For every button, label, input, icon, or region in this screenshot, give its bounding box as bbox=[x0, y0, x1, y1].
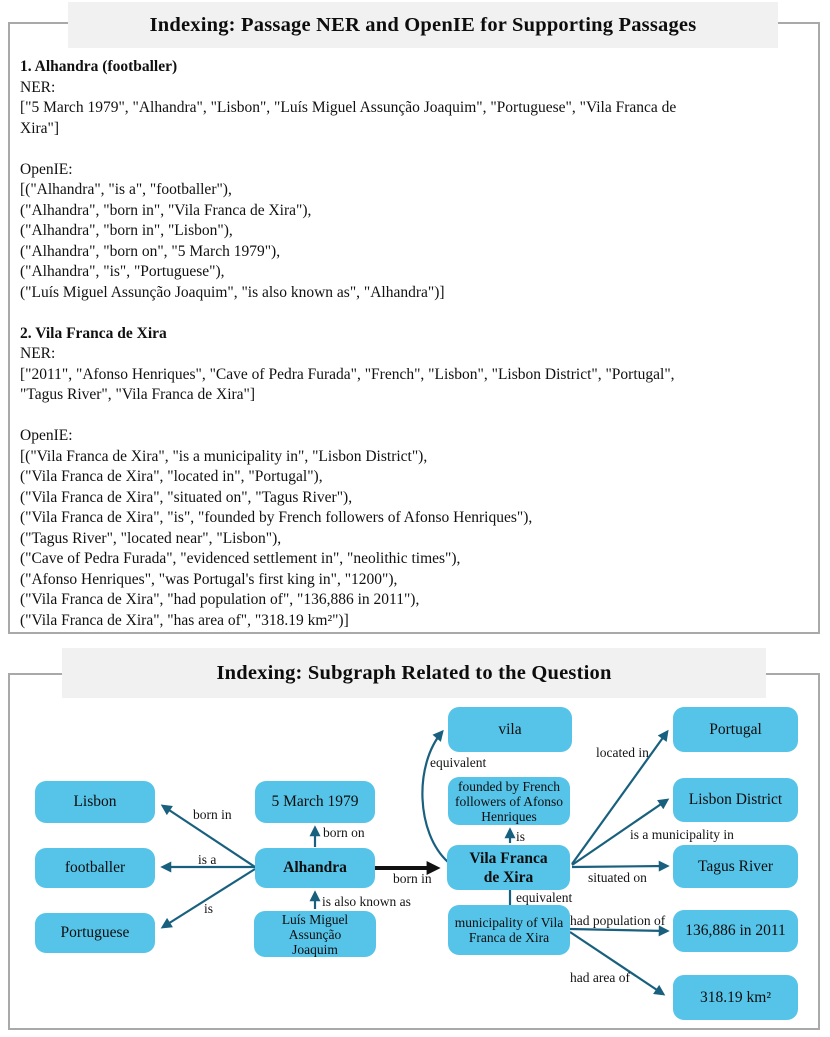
edge-label-equivalent-vila: equivalent bbox=[430, 755, 487, 770]
openie-triple: ("Alhandra", "born in", "Vila Franca de Xira"), bbox=[20, 201, 312, 219]
openie-triple: [("Vila Franca de Xira", "is a municipality in", "Lisbon District"), bbox=[20, 447, 428, 465]
edge-label-born-on: born on bbox=[323, 825, 365, 840]
node-luis-miguel-assuncao-joaquim: Luís Miguel Assunção Joaquim bbox=[254, 911, 376, 957]
edge-situated-on bbox=[572, 866, 667, 867]
node-portugal: Portugal bbox=[673, 707, 798, 752]
spacer bbox=[20, 406, 782, 427]
node-area-km2: 318.19 km² bbox=[673, 975, 798, 1020]
panel2-title-band bbox=[62, 648, 766, 698]
passage2-heading: 2. Vila Franca de Xira bbox=[20, 324, 167, 342]
panel2-title: Indexing: Subgraph Related to the Question bbox=[216, 661, 612, 684]
openie-triple: ("Vila Franca de Xira", "is", "founded by French followers of Afonso Henriques"), bbox=[20, 509, 533, 526]
openie-triple: ("Cave of Pedra Furada", "evidenced settlement in", "neolithic times"), bbox=[20, 550, 461, 567]
edge-had-population-of bbox=[570, 929, 667, 931]
openie-triple: ("Vila Franca de Xira", "located in", "Portugal"), bbox=[20, 468, 323, 485]
passage2-ner-label: NER: bbox=[20, 345, 56, 362]
edge-label-is: is bbox=[204, 901, 214, 916]
openie-triple: ("Vila Franca de Xira", "had population of", "136,886 in 2011"), bbox=[20, 591, 420, 608]
openie-triple: ("Tagus River", "located near", "Lisbon"), bbox=[20, 529, 282, 547]
openie-triple: ("Vila Franca de Xira", "situated on", "Tagus River"), bbox=[20, 488, 353, 506]
node-portuguese: Portuguese bbox=[35, 913, 155, 953]
passage1-openie-label: OpenIE: bbox=[20, 160, 73, 178]
passage2-ner-line2: "Tagus River", "Vila Franca de Xira"] bbox=[20, 386, 256, 403]
edge-label-is-a-municipality-in: is a municipality in bbox=[630, 827, 734, 842]
edge-label-is-also-known-as: is also known as bbox=[322, 894, 411, 909]
openie-triple: ("Alhandra", "born in", "Lisbon"), bbox=[20, 222, 233, 239]
node-footballer: footballer bbox=[35, 848, 155, 888]
edge-is bbox=[163, 869, 255, 927]
panel1-title-band bbox=[68, 2, 778, 48]
openie-triple: ("Luís Miguel Assunção Joaquim", "is also known as", "Alhandra")] bbox=[20, 283, 445, 301]
edge-label-is-founded: is bbox=[516, 829, 526, 844]
passage1-heading: 1. Alhandra (footballer) bbox=[20, 58, 178, 75]
panel1-title: Indexing: Passage NER and OpenIE for Supporting Passages bbox=[149, 13, 697, 36]
spacer bbox=[20, 139, 782, 160]
passage1-ner-line2: Xira"] bbox=[20, 119, 60, 137]
spacer bbox=[20, 303, 782, 324]
openie-triple: ("Alhandra", "born on", "5 March 1979"), bbox=[20, 242, 281, 260]
node-lisbon-district: Lisbon District bbox=[673, 778, 798, 822]
edge-equivalent-vila bbox=[422, 732, 448, 862]
edge-label-born-in-lisbon: born in bbox=[193, 807, 232, 822]
node-tagus-river: Tagus River bbox=[673, 845, 798, 888]
node-municipality-of-vfx: municipality of Vila Franca de Xira bbox=[448, 905, 570, 955]
edge-label-born-in-vfx: born in bbox=[393, 871, 432, 886]
passage1-ner-line1: ["5 March 1979", "Alhandra", "Lisbon", "Luís Miguel Assunção Joaquim", "Portuguese", "Vila Franca de bbox=[20, 99, 677, 116]
node-alhandra: Alhandra bbox=[255, 848, 375, 888]
node-founded-by-french-followers: founded by French followers of Afonso Henriques bbox=[448, 777, 570, 825]
openie-triple: ("Afonso Henriques", "was Portugal's first king in", "1200"), bbox=[20, 570, 398, 588]
edge-label-located-in: located in bbox=[596, 745, 649, 760]
openie-triple: ("Alhandra", "is", "Portuguese"), bbox=[20, 263, 225, 280]
node-population-2011: 136,886 in 2011 bbox=[673, 910, 798, 952]
openie-triple: [("Alhandra", "is a", "footballer"), bbox=[20, 181, 232, 198]
panel1-content bbox=[10, 57, 800, 631]
edge-label-had-area-of: had area of bbox=[570, 970, 630, 985]
node-vila: vila bbox=[448, 707, 572, 752]
subgraph-diagram bbox=[10, 675, 818, 1028]
edge-label-is-a: is a bbox=[198, 852, 217, 867]
node-lisbon: Lisbon bbox=[35, 781, 155, 823]
edge-label-equivalent-municipality: equivalent bbox=[516, 890, 573, 905]
node-5-march-1979: 5 March 1979 bbox=[255, 781, 375, 823]
passage1-ner-label: NER: bbox=[20, 78, 56, 96]
edge-label-situated-on: situated on bbox=[588, 870, 647, 885]
edge-label-had-population-of: had population of bbox=[570, 913, 666, 928]
passage2-ner-line1: ["2011", "Afonso Henriques", "Cave of Pedra Furada", "French", "Lisbon", "Lisbon District", "Portugal", bbox=[20, 365, 675, 383]
panel1-box bbox=[8, 22, 820, 634]
openie-triple: ("Vila Franca de Xira", "has area of", "318.19 km²")] bbox=[20, 611, 349, 629]
passage2-openie-label: OpenIE: bbox=[20, 427, 73, 444]
node-vila-franca-de-xira: Vila Franca de Xira bbox=[447, 845, 570, 890]
